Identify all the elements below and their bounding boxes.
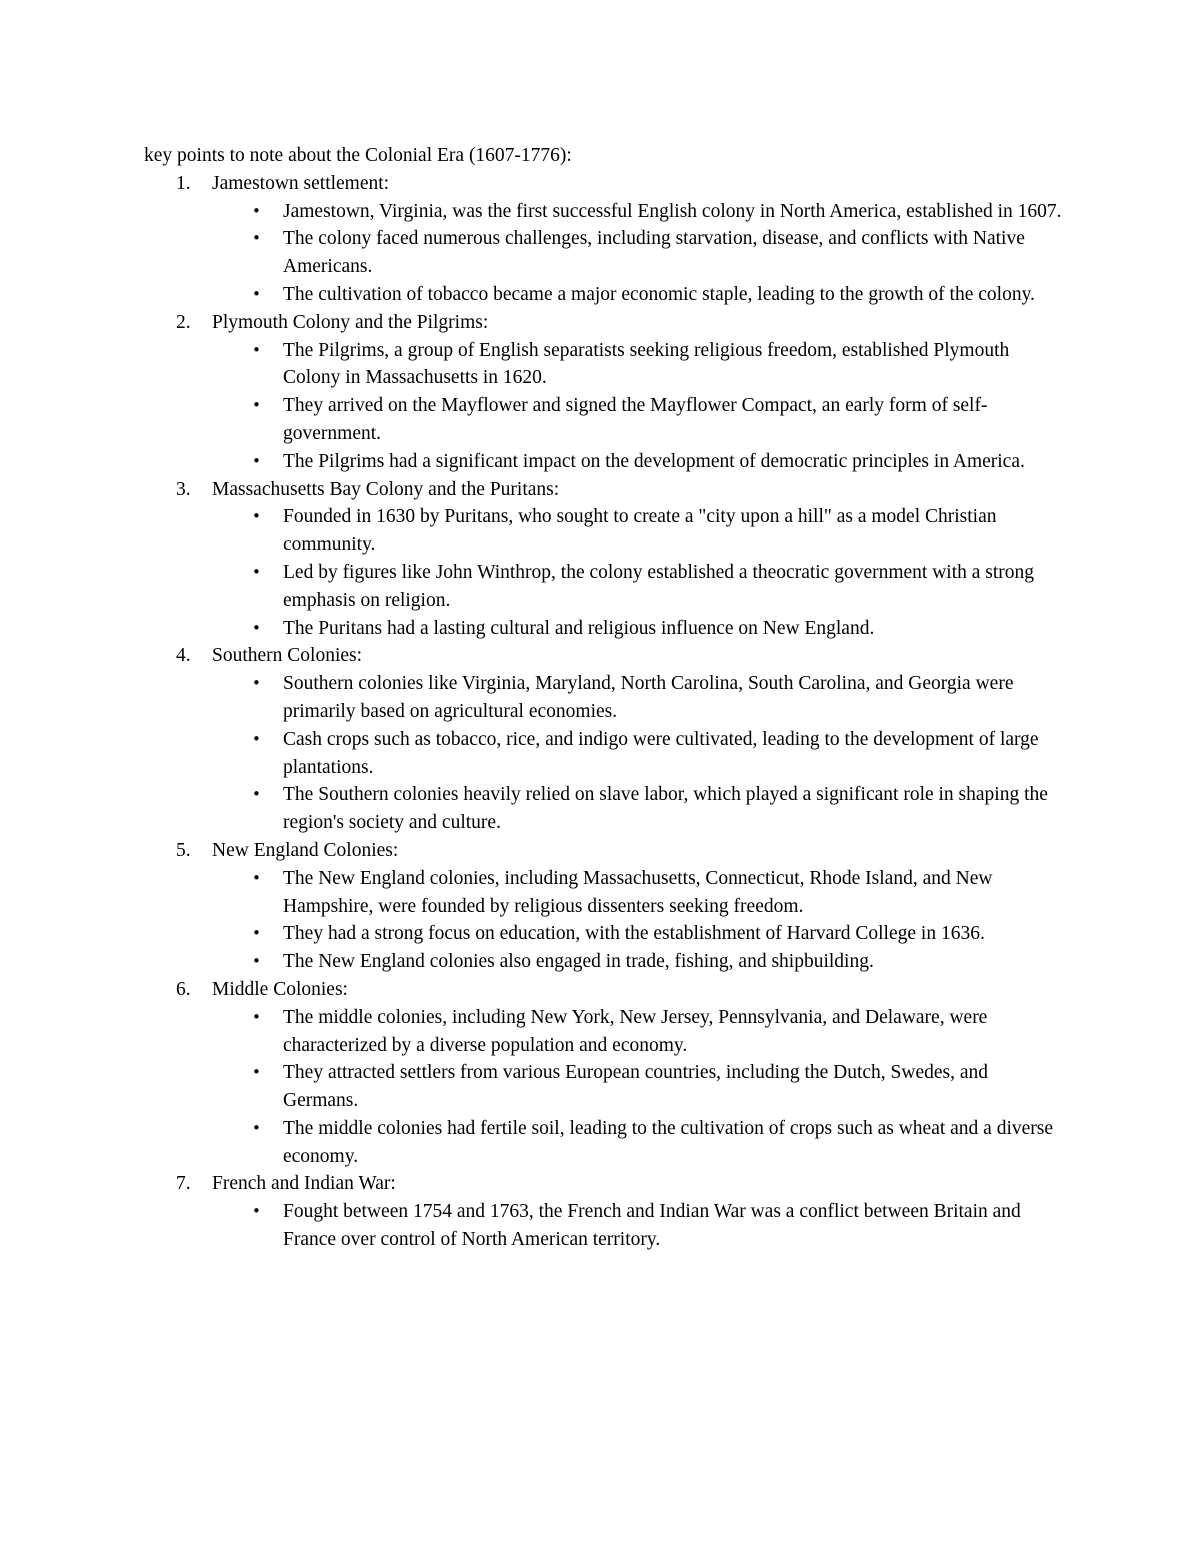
bullet-text: Jamestown, Virginia, was the first successful English colony in North America, established in 1607. — [283, 200, 1062, 222]
bullet-text: The cultivation of tobacco became a major economic staple, leading to the growth of the colony. — [283, 283, 1035, 305]
bullet-text: Cash crops such as tobacco, rice, and indigo were cultivated, leading to the development of large plantations. — [283, 728, 1039, 778]
section-number: 5. — [176, 839, 191, 861]
bullet-text: Founded in 1630 by Puritans, who sought to create a "city upon a hill" as a model Christian community. — [283, 506, 997, 556]
bullet-item — [144, 337, 1064, 393]
section-item — [144, 1170, 1064, 1253]
bullet-dot-icon: • — [252, 1007, 261, 1026]
bullet-item — [144, 1004, 1064, 1060]
section-item — [144, 976, 1064, 1171]
bullet-text: They arrived on the Mayflower and signed the Mayflower Compact, an early form of self-government. — [283, 395, 988, 444]
bullet-dot-icon: • — [252, 785, 261, 804]
section-heading-line — [144, 170, 1064, 198]
section-item — [144, 642, 1064, 837]
document-title: key points to note about the Colonial Era (1607-1776): — [144, 145, 572, 166]
bullet-text: Led by figures like John Winthrop, the colony established a theocratic government with a strong emphasis on religion. — [283, 561, 1035, 611]
section-number: 6. — [176, 978, 191, 1000]
document-body — [144, 142, 1064, 1254]
section-heading: New England Colonies: — [212, 839, 399, 861]
bullet-list — [144, 1198, 1064, 1254]
section-item — [144, 837, 1064, 976]
bullet-item — [144, 503, 1064, 559]
section-heading: Southern Colonies: — [212, 645, 363, 667]
bullet-dot-icon: • — [252, 952, 261, 971]
section-heading: Jamestown settlement: — [212, 172, 390, 194]
bullet-item — [144, 948, 1064, 976]
bullet-dot-icon: • — [252, 1202, 261, 1221]
section-heading-line — [144, 837, 1064, 865]
section-heading-line — [144, 642, 1064, 670]
bullet-text: The Pilgrims, a group of English separatists seeking religious freedom, established Plymouth Colony in Massachusetts in 1620. — [283, 339, 1010, 389]
bullet-list — [144, 198, 1064, 309]
bullet-dot-icon: • — [252, 396, 261, 415]
bullet-text: The New England colonies also engaged in trade, fishing, and shipbuilding. — [283, 951, 874, 973]
bullet-list — [144, 1004, 1064, 1171]
section-item — [144, 309, 1064, 476]
bullet-item — [144, 670, 1064, 726]
bullet-dot-icon: • — [252, 674, 261, 693]
section-number: 1. — [176, 172, 191, 194]
bullet-item — [144, 865, 1064, 921]
bullet-item — [144, 1059, 1064, 1115]
section-number: 3. — [176, 478, 191, 500]
bullet-text: The middle colonies had fertile soil, leading to the cultivation of crops such as wheat and a diverse economy. — [283, 1117, 1054, 1167]
bullet-dot-icon: • — [252, 1063, 261, 1082]
bullet-dot-icon: • — [252, 507, 261, 526]
bullet-text: The Puritans had a lasting cultural and religious influence on New England. — [283, 617, 875, 639]
bullet-item — [144, 559, 1064, 615]
bullet-list — [144, 337, 1064, 476]
bullet-dot-icon: • — [252, 284, 261, 303]
section-heading-line — [144, 476, 1064, 504]
bullet-dot-icon: • — [252, 618, 261, 637]
bullet-item — [144, 198, 1064, 226]
bullet-list — [144, 670, 1064, 837]
bullet-dot-icon: • — [252, 729, 261, 748]
bullet-dot-icon: • — [252, 451, 261, 470]
section-heading: Middle Colonies: — [212, 978, 348, 1000]
bullet-item — [144, 448, 1064, 476]
bullet-dot-icon: • — [252, 229, 261, 248]
bullet-item — [144, 392, 1064, 448]
section-heading: Massachusetts Bay Colony and the Puritans: — [212, 478, 560, 500]
bullet-text: Southern colonies like Virginia, Maryland, North Carolina, South Carolina, and Georgia were primarily based on agricultural economies. — [283, 673, 1014, 722]
bullet-item — [144, 920, 1064, 948]
section-heading: French and Indian War: — [212, 1173, 396, 1195]
bullet-dot-icon: • — [252, 562, 261, 581]
section-heading-line — [144, 1170, 1064, 1198]
bullet-dot-icon: • — [252, 1118, 261, 1137]
bullet-text: The middle colonies, including New York, New Jersey, Pennsylvania, and Delaware, were characterized by a diverse population and economy. — [283, 1006, 988, 1056]
section-number: 4. — [176, 645, 191, 667]
bullet-text: They attracted settlers from various European countries, including the Dutch, Swedes, and Germans. — [283, 1062, 989, 1112]
bullet-text: Fought between 1754 and 1763, the French and Indian War was a conflict between Britain and France over control of North American territory. — [283, 1201, 1021, 1251]
bullet-list — [144, 865, 1064, 976]
bullet-item — [144, 726, 1064, 782]
section-heading: Plymouth Colony and the Pilgrims: — [212, 311, 489, 333]
bullet-dot-icon: • — [252, 340, 261, 359]
section-number: 2. — [176, 311, 191, 333]
bullet-text: They had a strong focus on education, with the establishment of Harvard College in 1636. — [283, 923, 985, 945]
bullet-item — [144, 1198, 1064, 1254]
bullet-text: The New England colonies, including Massachusetts, Connecticut, Rhode Island, and New Hampshire, were founded by religious dissenters seeking freedom. — [283, 867, 993, 917]
section-number: 7. — [176, 1173, 191, 1195]
bullet-list — [144, 503, 1064, 642]
bullet-dot-icon: • — [252, 924, 261, 943]
section-item — [144, 170, 1064, 309]
bullet-item — [144, 225, 1064, 281]
bullet-text: The colony faced numerous challenges, including starvation, disease, and conflicts with Native Americans. — [283, 228, 1025, 278]
bullet-text: The Pilgrims had a significant impact on the development of democratic principles in America. — [283, 450, 1025, 472]
section-heading-line — [144, 309, 1064, 337]
bullet-item — [144, 781, 1064, 837]
bullet-item — [144, 281, 1064, 309]
bullet-item — [144, 1115, 1064, 1171]
section-heading-line — [144, 976, 1064, 1004]
numbered-section-list — [144, 170, 1064, 1254]
bullet-item — [144, 615, 1064, 643]
section-item — [144, 476, 1064, 643]
bullet-text: The Southern colonies heavily relied on slave labor, which played a significant role in shaping the region's society and culture. — [283, 784, 1048, 834]
bullet-dot-icon: • — [252, 868, 261, 887]
bullet-dot-icon: • — [252, 201, 261, 220]
